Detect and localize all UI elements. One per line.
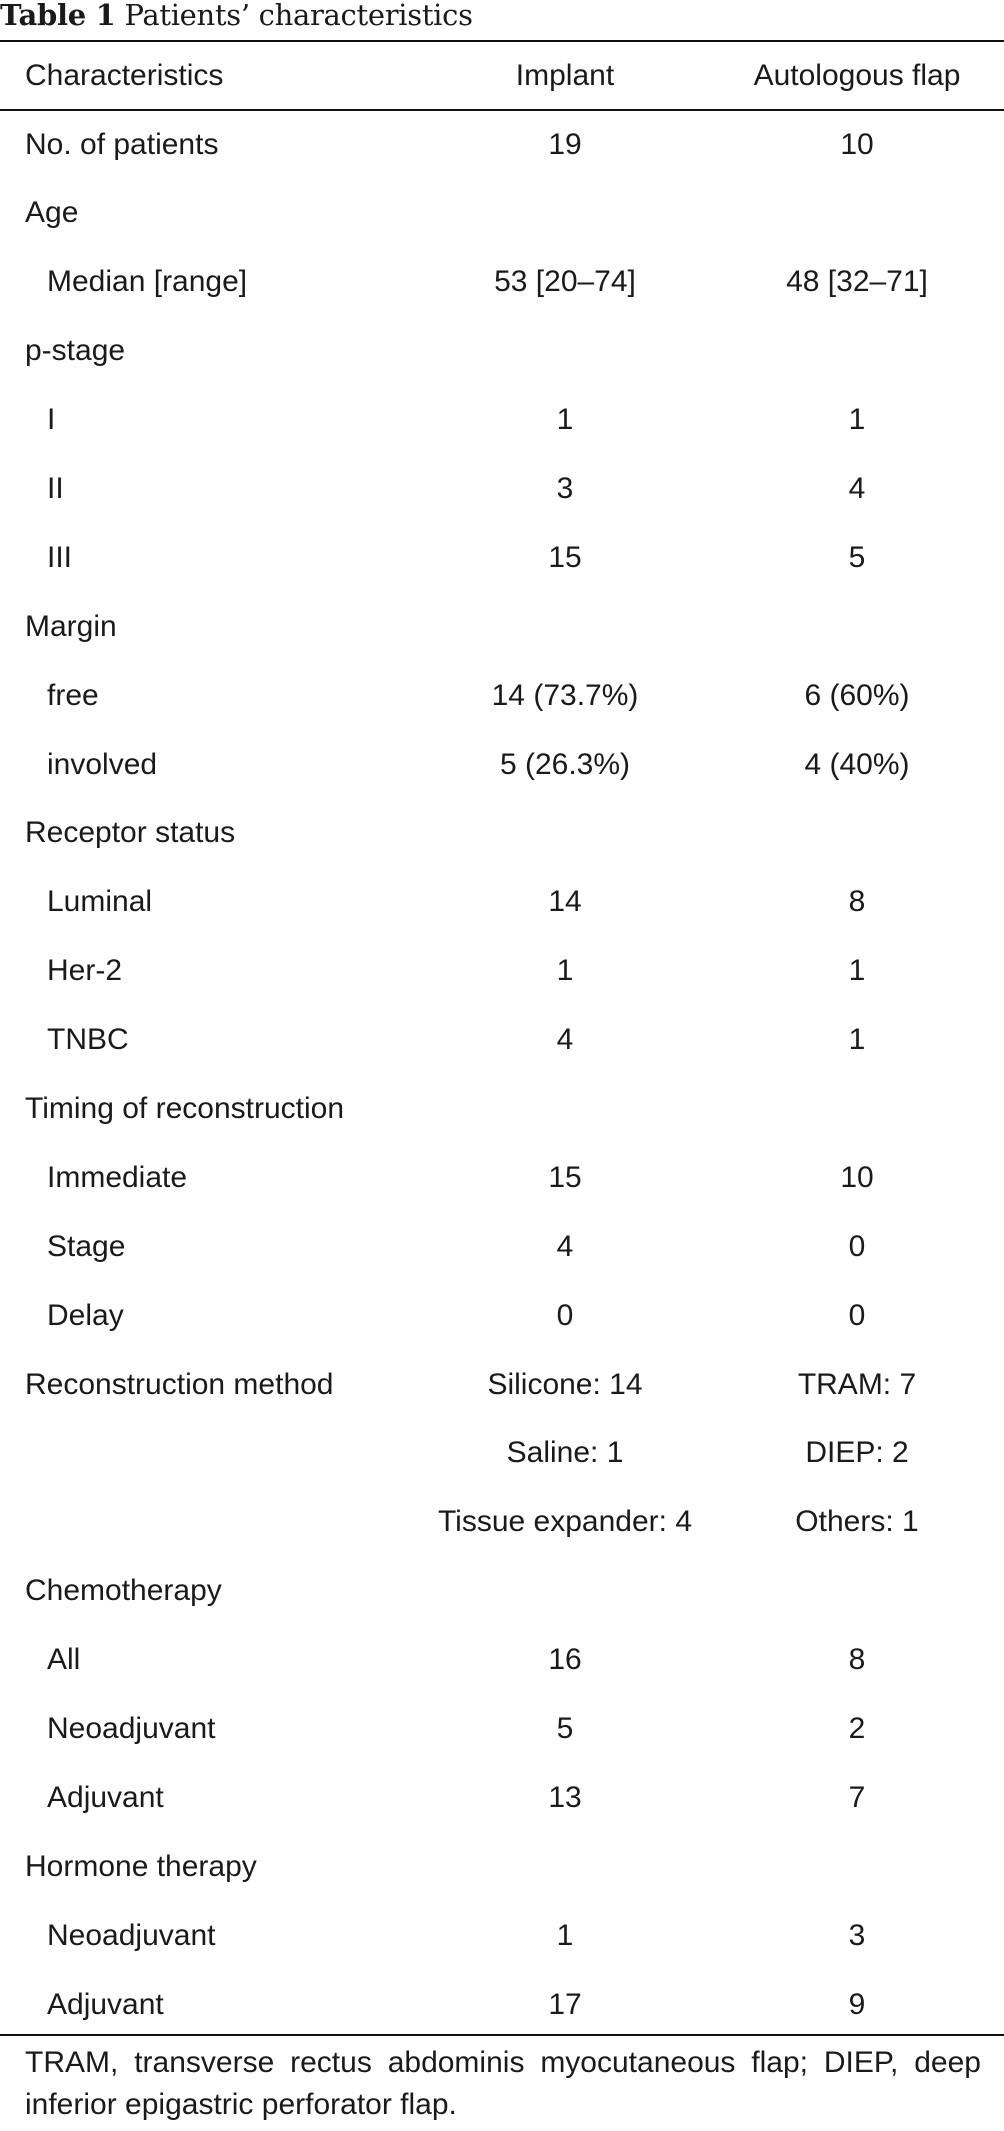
- row-label: Adjuvant: [47, 1987, 164, 2021]
- table-row: [0, 386, 1004, 455]
- row-label: TNBC: [47, 1023, 129, 1057]
- header-implant: Implant: [515, 58, 615, 92]
- table-row: [0, 1281, 1004, 1350]
- autologous-flap-value: [710, 1557, 1004, 1626]
- implant-value: 15: [548, 1160, 582, 1194]
- header-autologous-flap: Autologous flap: [753, 58, 961, 92]
- table-row: [0, 1626, 1004, 1695]
- implant-value: 1: [556, 954, 574, 988]
- row-label: Her-2: [47, 954, 123, 988]
- table-row: [0, 661, 1004, 730]
- autologous-flap-value: 1: [848, 954, 866, 988]
- implant-value: 3: [556, 472, 574, 505]
- patients-characteristics-table: [0, 41, 1004, 2039]
- autologous-flap-value: 1: [848, 1023, 866, 1057]
- autologous-flap-value: [710, 592, 1004, 661]
- implant-value: [420, 1557, 710, 1626]
- implant-value: Tissue expander: 4: [437, 1505, 693, 1539]
- implant-value: 1: [556, 403, 574, 437]
- row-label: Delay: [47, 1298, 124, 1332]
- row-label: Timing of reconstruction: [25, 1092, 345, 1126]
- table-row: [0, 1557, 1004, 1626]
- autologous-flap-value: [710, 179, 1004, 248]
- row-label: p-stage: [25, 334, 126, 368]
- row-label: free: [47, 678, 99, 712]
- autologous-flap-value: 10: [840, 127, 874, 161]
- row-label: [0, 1419, 420, 1488]
- implant-value: 13: [548, 1780, 582, 1814]
- row-label: Age: [25, 196, 79, 230]
- table-caption-label: Table 1: [0, 0, 116, 32]
- implant-value: 1: [556, 1918, 574, 1952]
- implant-value: 4: [556, 1023, 574, 1057]
- row-label: Receptor status: [25, 816, 236, 850]
- implant-value: 14 (73.7%): [491, 678, 639, 712]
- table-header-row: [0, 41, 1004, 110]
- table-row: [0, 1970, 1004, 2039]
- implant-value: [420, 592, 710, 661]
- autologous-flap-value: 8: [848, 885, 866, 919]
- table-row: [0, 110, 1004, 179]
- table-row: [0, 1832, 1004, 1901]
- table-row: [0, 1075, 1004, 1144]
- autologous-flap-value: 0: [848, 1229, 866, 1263]
- autologous-flap-value: 3: [848, 1918, 866, 1952]
- autologous-flap-value: [710, 1075, 1004, 1144]
- row-label: Stage: [47, 1229, 126, 1263]
- autologous-flap-value: 4 (40%): [804, 747, 910, 781]
- table-row: [0, 317, 1004, 386]
- table-row: [0, 1143, 1004, 1212]
- row-label: Reconstruction method: [25, 1367, 334, 1401]
- table-row: [0, 1488, 1004, 1557]
- row-label: Margin: [25, 609, 117, 643]
- table-row: [0, 523, 1004, 592]
- autologous-flap-value: 1: [848, 403, 866, 437]
- table-caption-title: Patients’ characteristics: [124, 0, 473, 32]
- table-row: [0, 592, 1004, 661]
- table-row: [0, 1212, 1004, 1281]
- row-label: Hormone therapy: [25, 1849, 257, 1883]
- autologous-flap-value: 9: [848, 1987, 866, 2021]
- table-row: [0, 1419, 1004, 1488]
- implant-value: [420, 1832, 710, 1901]
- autologous-flap-value: 6 (60%): [804, 678, 910, 712]
- row-label: Neoadjuvant: [47, 1918, 216, 1952]
- table-row: [0, 868, 1004, 937]
- autologous-flap-value: [710, 1832, 1004, 1901]
- table-row: [0, 937, 1004, 1006]
- implant-value: [420, 179, 710, 248]
- table-row: [0, 1006, 1004, 1075]
- autologous-flap-value: 4: [848, 472, 866, 505]
- implant-value: 5 (26.3%): [499, 747, 631, 781]
- row-label: All: [47, 1643, 81, 1677]
- row-label: involved: [47, 747, 158, 781]
- row-label: II: [47, 472, 64, 505]
- implant-value: 14: [548, 885, 582, 919]
- implant-value: Saline: 1: [506, 1436, 624, 1470]
- implant-value: [420, 1075, 710, 1144]
- row-label: I: [47, 403, 56, 437]
- row-label: Immediate: [47, 1160, 188, 1194]
- autologous-flap-value: 0: [848, 1298, 866, 1332]
- autologous-flap-value: 48 [32–71]: [786, 265, 928, 299]
- row-label: Neoadjuvant: [47, 1712, 216, 1746]
- table-row: [0, 1350, 1004, 1419]
- implant-value: [420, 799, 710, 868]
- implant-value: 16: [548, 1643, 582, 1677]
- row-label: Adjuvant: [47, 1780, 164, 1814]
- table-row: [0, 455, 1004, 524]
- autologous-flap-value: 8: [848, 1643, 866, 1677]
- autologous-flap-value: DIEP: 2: [805, 1436, 909, 1470]
- header-characteristics: Characteristics: [25, 58, 224, 92]
- implant-value: 17: [548, 1987, 582, 2021]
- autologous-flap-value: [710, 317, 1004, 386]
- row-label: Chemotherapy: [25, 1574, 222, 1608]
- autologous-flap-value: 10: [840, 1160, 874, 1194]
- implant-value: 4: [556, 1229, 574, 1263]
- table-row: [0, 799, 1004, 868]
- table-row: [0, 1695, 1004, 1764]
- table-row: [0, 730, 1004, 799]
- implant-value: 0: [556, 1298, 574, 1332]
- table-footnote: TRAM, transverse rectus abdominis myocutaneous flap; DIEP, deep inferior epigastric perforator flap.: [25, 2046, 981, 2121]
- implant-value: 15: [548, 540, 582, 574]
- implant-value: Silicone: 14: [487, 1367, 643, 1401]
- autologous-flap-value: Others: 1: [795, 1505, 919, 1539]
- table-row: [0, 1763, 1004, 1832]
- implant-value: 5: [556, 1712, 574, 1746]
- autologous-flap-value: 7: [848, 1780, 866, 1814]
- row-label: [0, 1488, 420, 1557]
- implant-value: [420, 317, 710, 386]
- row-label: Median [range]: [47, 265, 248, 299]
- table-row: [0, 179, 1004, 248]
- autologous-flap-value: 2: [848, 1712, 866, 1746]
- autologous-flap-value: 5: [848, 540, 866, 574]
- row-label: Luminal: [47, 885, 153, 919]
- row-label: III: [47, 540, 73, 574]
- row-label: No. of patients: [25, 127, 219, 161]
- table-row: [0, 1901, 1004, 1970]
- table-row: [0, 248, 1004, 317]
- implant-value: 53 [20–74]: [494, 265, 636, 299]
- implant-value: 19: [548, 127, 582, 161]
- autologous-flap-value: [710, 799, 1004, 868]
- autologous-flap-value: TRAM: 7: [797, 1367, 917, 1401]
- table-caption: [0, 0, 473, 36]
- table-body: [0, 110, 1004, 2039]
